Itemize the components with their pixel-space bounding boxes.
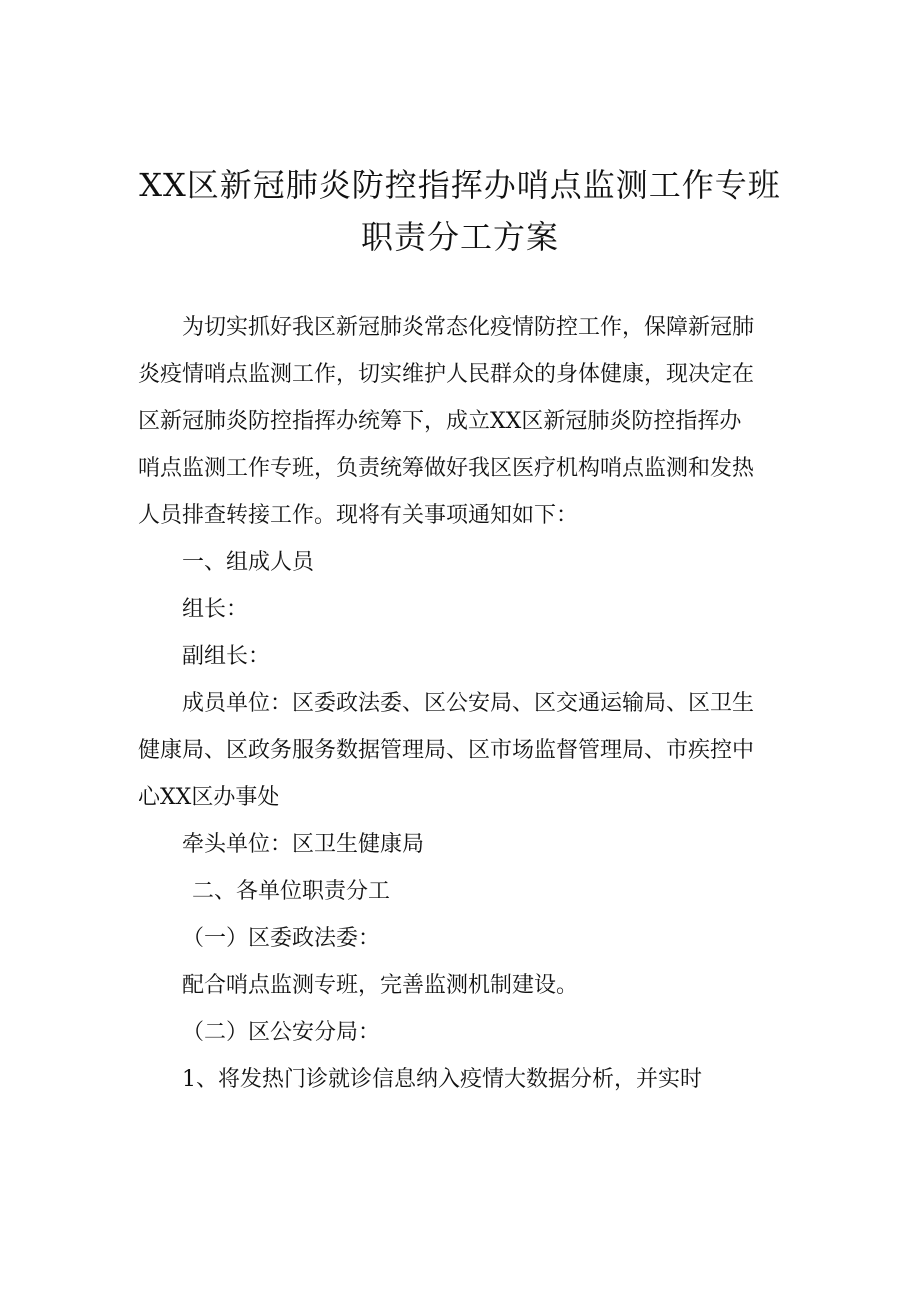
intro-paragraph-line: 为切实抓好我区新冠肺炎常态化疫情防控工作，保障新冠肺	[182, 315, 755, 340]
section-heading-duties: 二、各单位职责分工	[192, 879, 391, 904]
leader-label: 组长：	[182, 597, 249, 622]
deputy-leader-label: 副组长：	[182, 644, 271, 669]
document-title-line-2: 职责分工方案	[360, 218, 559, 256]
subsection-heading-public-security: （二）区公安分局：	[182, 1020, 381, 1045]
subsection-heading-political-legal: （一）区委政法委：	[182, 926, 381, 951]
intro-paragraph-line: 区新冠肺炎防控指挥办统筹下，成立XX区新冠肺炎防控指挥办	[138, 409, 742, 434]
member-units-line: 心XX区办事处	[138, 785, 280, 810]
intro-paragraph-line: 炎疫情哨点监测工作，切实维护人民群众的身体健康，现决定在	[138, 362, 755, 387]
lead-unit-line: 牵头单位：区卫生健康局	[182, 832, 425, 857]
member-units-line: 成员单位：区委政法委、区公安局、区交通运输局、区卫生	[182, 691, 755, 716]
intro-paragraph-line: 人员排查转接工作。现将有关事项通知如下：	[138, 503, 579, 528]
section-heading-members: 一、组成人员	[182, 550, 315, 575]
member-units-line: 健康局、区政务服务数据管理局、区市场监督管理局、市疾控中	[138, 738, 755, 763]
public-security-item-1: 1、将发热门诊就诊信息纳入疫情大数据分析，并实时	[182, 1067, 702, 1092]
subsection-text-political-legal: 配合哨点监测专班，完善监测机制建设。	[182, 973, 579, 998]
document-title-line-1: XX区新冠肺炎防控指挥办哨点监测工作专班	[139, 166, 781, 204]
intro-paragraph-line: 哨点监测工作专班，负责统筹做好我区医疗机构哨点监测和发热	[138, 456, 755, 481]
